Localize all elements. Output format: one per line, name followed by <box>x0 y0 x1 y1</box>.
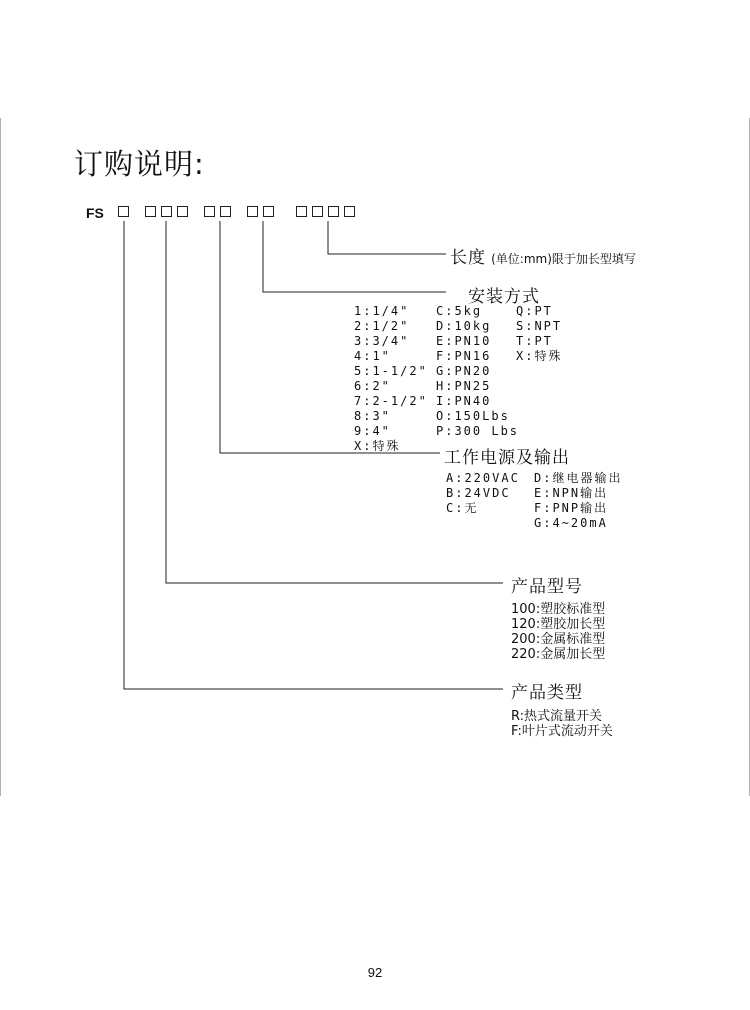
mounting-option: S:NPT <box>516 319 563 333</box>
mounting-option: C:5kg <box>436 304 483 318</box>
model-option: 100:塑胶标准型 <box>511 602 606 617</box>
model-title: 产品型号 <box>511 577 583 597</box>
mounting-option: 5:1-1/2" <box>354 364 428 378</box>
model-option: 200:金属标准型 <box>511 632 606 647</box>
mounting-option: E:PN10 <box>436 334 492 348</box>
mounting-option: G:PN20 <box>436 364 492 378</box>
power-option: E:NPN输出 <box>534 486 609 500</box>
mounting-option: 3:3/4" <box>354 334 410 348</box>
power-option: D:继电器输出 <box>534 471 623 485</box>
connector-length <box>328 221 446 254</box>
type-option: F:叶片式流动开关 <box>511 724 613 739</box>
length-title: 长度 <box>450 248 486 268</box>
type-title: 产品类型 <box>511 683 583 703</box>
power-option: A:220VAC <box>446 471 520 485</box>
mounting-option: 7:2-1/2" <box>354 394 428 408</box>
mounting-option: H:PN25 <box>436 379 492 393</box>
power-option: G:4~20mA <box>534 516 608 530</box>
mounting-option: F:PN16 <box>436 349 492 363</box>
type-list <box>511 709 613 739</box>
power-option: C:无 <box>446 501 479 515</box>
mounting-option: 8:3" <box>354 409 391 423</box>
type-option: R:热式流量开关 <box>511 709 603 724</box>
mounting-col1 <box>354 304 428 454</box>
mounting-option: P:300 Lbs <box>436 424 520 438</box>
mounting-option: 2:1/2" <box>354 319 410 333</box>
power-title: 工作电源及输出 <box>444 448 570 468</box>
power-col1 <box>446 471 520 516</box>
mounting-option: T:PT <box>516 334 553 348</box>
mounting-col3 <box>516 304 562 364</box>
mounting-option: X:特殊 <box>516 349 563 363</box>
length-section <box>450 243 636 268</box>
page-number: 92 <box>367 965 383 980</box>
mounting-option: D:10kg <box>436 319 492 333</box>
model-option: 220:金属加长型 <box>511 647 606 662</box>
model-list <box>511 602 605 662</box>
mounting-option: 1:1/4" <box>354 304 410 318</box>
connector-mounting <box>263 221 446 292</box>
power-option: F:PNP输出 <box>534 501 609 515</box>
mounting-option: 4:1" <box>354 349 391 363</box>
mounting-option: 6:2" <box>354 379 391 393</box>
mounting-option: Q:PT <box>516 304 553 318</box>
mounting-title: 安装方式 <box>468 287 540 307</box>
mounting-option: O:150Lbs <box>436 409 510 423</box>
power-option: B:24VDC <box>446 486 511 500</box>
code-prefix: FS <box>86 205 104 221</box>
mounting-option: 9:4" <box>354 424 391 438</box>
mounting-option: I:PN40 <box>436 394 492 408</box>
mounting-col2 <box>436 304 519 439</box>
power-col2 <box>534 471 622 531</box>
page-title: 订购说明: <box>74 147 205 181</box>
length-note: (单位:mm)限于加长型填写 <box>491 252 636 266</box>
mounting-option: X:特殊 <box>354 439 401 453</box>
model-option: 120:塑胶加长型 <box>511 617 606 632</box>
